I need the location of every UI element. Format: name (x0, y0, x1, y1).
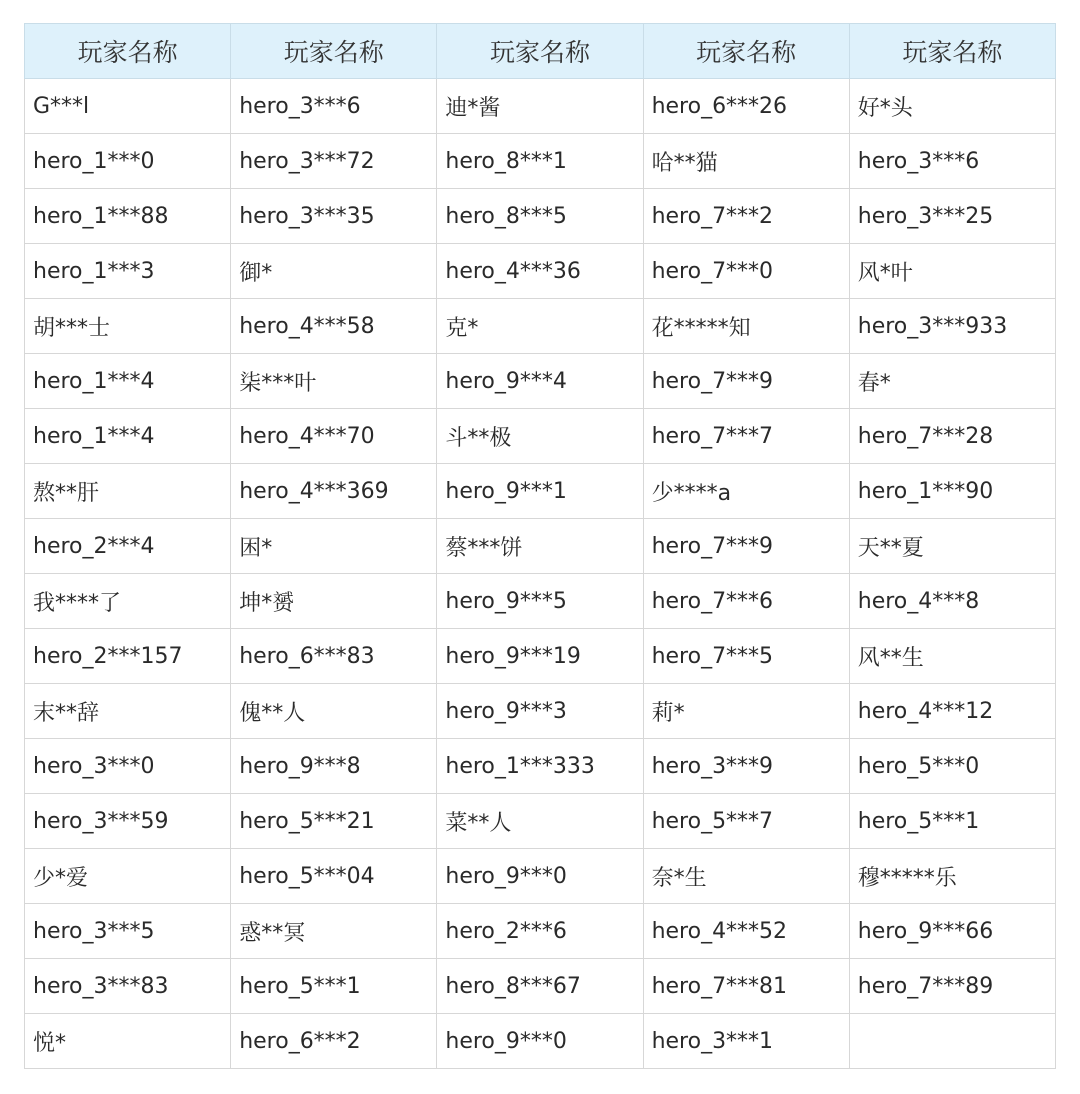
player-name-cell: 莉* (643, 684, 849, 739)
player-name-cell: 穆*****乐 (849, 849, 1055, 904)
player-name-cell: 惑**冥 (231, 904, 437, 959)
player-name-cell: hero_3***83 (25, 959, 231, 1014)
table-row (25, 244, 1056, 299)
table-row (25, 1014, 1056, 1069)
player-name-cell: hero_3***35 (231, 189, 437, 244)
player-name-cell: 克* (437, 299, 643, 354)
player-name-cell: 春* (849, 354, 1055, 409)
player-name-cell: 迪*酱 (437, 79, 643, 134)
player-name-cell: 斗**极 (437, 409, 643, 464)
table-row (25, 629, 1056, 684)
player-name-cell: hero_5***0 (849, 739, 1055, 794)
player-name-cell: hero_6***26 (643, 79, 849, 134)
player-name-cell: hero_3***5 (25, 904, 231, 959)
player-name-cell: 悦* (25, 1014, 231, 1069)
player-name-cell: 花*****知 (643, 299, 849, 354)
player-name-cell: hero_9***0 (437, 849, 643, 904)
player-name-cell: hero_9***5 (437, 574, 643, 629)
table-row (25, 299, 1056, 354)
player-name-cell: hero_1***0 (25, 134, 231, 189)
player-name-cell: hero_4***12 (849, 684, 1055, 739)
player-name-cell: hero_9***8 (231, 739, 437, 794)
table-body (25, 79, 1056, 1069)
player-name-cell (849, 1014, 1055, 1069)
table-row (25, 904, 1056, 959)
player-name-cell: hero_4***36 (437, 244, 643, 299)
table-row (25, 134, 1056, 189)
player-name-cell: hero_6***2 (231, 1014, 437, 1069)
table-row (25, 409, 1056, 464)
player-name-cell: hero_7***7 (643, 409, 849, 464)
player-name-cell: hero_4***58 (231, 299, 437, 354)
player-name-cell: hero_1***3 (25, 244, 231, 299)
player-name-cell: hero_7***28 (849, 409, 1055, 464)
player-name-cell: 我****了 (25, 574, 231, 629)
player-name-cell: hero_4***52 (643, 904, 849, 959)
player-name-cell: hero_3***0 (25, 739, 231, 794)
header-row (25, 24, 1056, 79)
table-row (25, 739, 1056, 794)
player-name-cell: hero_8***67 (437, 959, 643, 1014)
player-name-cell: 风*叶 (849, 244, 1055, 299)
table-row (25, 684, 1056, 739)
player-name-cell: 御* (231, 244, 437, 299)
player-name-cell: 末**辞 (25, 684, 231, 739)
column-header: 玩家名称 (437, 24, 643, 79)
player-name-cell: 胡***士 (25, 299, 231, 354)
player-name-cell: hero_3***25 (849, 189, 1055, 244)
player-name-cell: hero_8***5 (437, 189, 643, 244)
table-row (25, 519, 1056, 574)
column-header: 玩家名称 (849, 24, 1055, 79)
player-name-cell: 少****a (643, 464, 849, 519)
table-row (25, 959, 1056, 1014)
player-name-cell: hero_7***0 (643, 244, 849, 299)
table-row (25, 574, 1056, 629)
player-name-cell: hero_1***333 (437, 739, 643, 794)
player-name-cell: hero_3***6 (849, 134, 1055, 189)
player-name-cell: hero_7***9 (643, 519, 849, 574)
player-name-cell: hero_4***8 (849, 574, 1055, 629)
player-name-cell: hero_9***19 (437, 629, 643, 684)
table-row (25, 794, 1056, 849)
player-names-table (24, 23, 1056, 1069)
player-name-cell: hero_3***6 (231, 79, 437, 134)
player-name-cell: hero_7***6 (643, 574, 849, 629)
player-name-cell: hero_1***4 (25, 354, 231, 409)
player-name-cell: hero_9***3 (437, 684, 643, 739)
player-name-cell: 哈**猫 (643, 134, 849, 189)
table-row (25, 79, 1056, 134)
table-row (25, 464, 1056, 519)
table-row (25, 849, 1056, 904)
player-name-cell: 好*头 (849, 79, 1055, 134)
player-name-cell: hero_9***1 (437, 464, 643, 519)
column-header: 玩家名称 (643, 24, 849, 79)
player-name-cell: 少*爱 (25, 849, 231, 904)
table-row (25, 189, 1056, 244)
player-name-cell: hero_3***59 (25, 794, 231, 849)
player-name-cell: hero_1***90 (849, 464, 1055, 519)
player-name-cell: hero_9***0 (437, 1014, 643, 1069)
player-name-cell: 熬**肝 (25, 464, 231, 519)
player-name-cell: hero_7***81 (643, 959, 849, 1014)
column-header: 玩家名称 (231, 24, 437, 79)
player-name-cell: hero_9***4 (437, 354, 643, 409)
player-name-cell: hero_3***1 (643, 1014, 849, 1069)
player-name-cell: 傀**人 (231, 684, 437, 739)
player-name-cell: hero_2***4 (25, 519, 231, 574)
player-name-cell: 困* (231, 519, 437, 574)
player-name-cell: hero_5***21 (231, 794, 437, 849)
player-name-cell: hero_3***72 (231, 134, 437, 189)
table-row (25, 354, 1056, 409)
player-name-cell: hero_7***89 (849, 959, 1055, 1014)
player-name-cell: hero_3***933 (849, 299, 1055, 354)
player-name-cell: hero_2***157 (25, 629, 231, 684)
player-name-cell: hero_5***7 (643, 794, 849, 849)
table-header (25, 24, 1056, 79)
player-name-cell: hero_7***2 (643, 189, 849, 244)
player-name-cell: hero_1***88 (25, 189, 231, 244)
player-name-cell: 天**夏 (849, 519, 1055, 574)
player-name-cell: hero_2***6 (437, 904, 643, 959)
player-name-cell: 风**生 (849, 629, 1055, 684)
player-name-cell: hero_8***1 (437, 134, 643, 189)
player-name-cell: hero_3***9 (643, 739, 849, 794)
column-header: 玩家名称 (25, 24, 231, 79)
player-name-cell: hero_6***83 (231, 629, 437, 684)
player-name-cell: 柒***叶 (231, 354, 437, 409)
player-name-cell: hero_7***9 (643, 354, 849, 409)
player-name-cell: 菜**人 (437, 794, 643, 849)
player-name-cell: hero_4***369 (231, 464, 437, 519)
player-name-cell: hero_4***70 (231, 409, 437, 464)
player-name-cell: hero_5***1 (231, 959, 437, 1014)
player-name-cell: hero_5***04 (231, 849, 437, 904)
player-name-cell: hero_9***66 (849, 904, 1055, 959)
player-name-cell: hero_7***5 (643, 629, 849, 684)
player-name-cell: hero_5***1 (849, 794, 1055, 849)
player-name-cell: 蔡***饼 (437, 519, 643, 574)
player-name-cell: G***l (25, 79, 231, 134)
player-name-cell: 奈*生 (643, 849, 849, 904)
player-name-cell: 坤*赟 (231, 574, 437, 629)
player-name-cell: hero_1***4 (25, 409, 231, 464)
